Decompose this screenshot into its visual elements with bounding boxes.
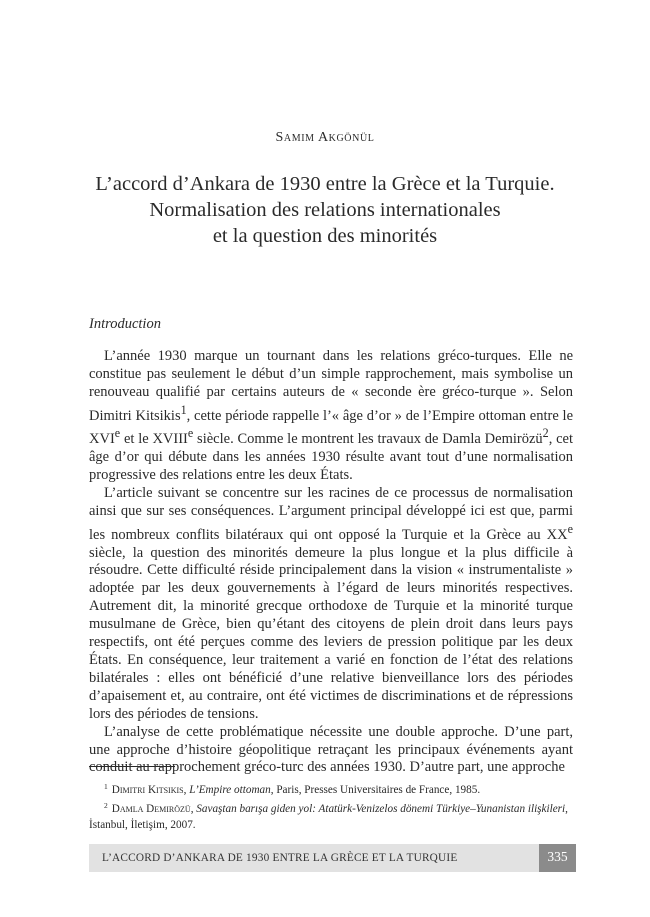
- author-name: Samim Akgönül: [275, 130, 375, 145]
- footnotes: [89, 779, 573, 833]
- superscript: e: [114, 426, 121, 441]
- footnote-number: 2: [104, 801, 108, 810]
- footnote-title: Savaştan barışa giden yol: Atatürk-Venizelos dönemi Türkiye–Yunanistan ilişkileri: [196, 803, 566, 815]
- title-line: et la question des minorités: [212, 225, 438, 247]
- text-run: , cet âge d’or qui débute dans les années 1930 résulte avant tout d’une normalisation progressive des relations entre les deux États.: [89, 431, 574, 484]
- section-heading: Introduction: [89, 316, 161, 332]
- footnote: [89, 798, 573, 833]
- text-run: L’année 1930 marque un tournant dans les relations gréco-turques. Elle ne constitue pas seulement le début d’un simple rapprochement, mais symbolise un renouveau qualifié par certains auteurs de « seconde ère gréco-turque ». Selon Dimitri Kitsikis: [89, 348, 573, 424]
- text-run: L’article suivant se concentre sur les racines de ce processus de normalisation ainsi que sur ses conséquences. L’argument principal développé ici est que, parmi les nombreux conflits bilatéraux qui ont opposé la Turquie et la Grèce au XX: [89, 485, 573, 543]
- text-run: siècle. Comme le montrent les travaux de Damla Demirözü: [193, 431, 543, 448]
- footnote-details: , Paris, Presses Universitaires de France, 1985.: [270, 784, 481, 796]
- superscript: e: [187, 426, 194, 441]
- footnote-details: , İstanbul, İletişim, 2007.: [89, 803, 568, 831]
- text-run: , cette période rappelle l’« âge d’or » de l’Empire ottoman entre le XVI: [89, 407, 574, 448]
- footnote-ref: 2: [542, 426, 549, 441]
- article-title: [60, 171, 590, 249]
- footnote-number: 1: [104, 782, 108, 791]
- footnote-separator: ,: [183, 784, 190, 796]
- running-title: L’ACCORD D’ANKARA DE 1930 ENTRE LA GRÈCE ET LA TURQUIE: [102, 852, 458, 864]
- footnote-title: L’Empire ottoman: [189, 784, 271, 796]
- paragraph: L’analyse de cette problématique nécessite une double approche. D’une part, une approche d’histoire géopolitique retraçant les principaux événements ayant conduit au rapprochement gréco-turc des années 1930. D’autre part, une approche: [89, 723, 573, 776]
- body-text: [89, 348, 573, 777]
- footnote-divider: [89, 766, 175, 767]
- superscript: e: [567, 521, 573, 536]
- paragraph: [89, 348, 573, 485]
- footnote: [89, 779, 573, 798]
- footnote-author: Damla Demirözü: [111, 803, 191, 815]
- footnote-separator: ,: [190, 803, 197, 815]
- page-number: 335: [547, 849, 568, 864]
- title-line: Normalisation des relations internationales: [149, 199, 501, 221]
- footnote-ref: 1: [180, 402, 187, 417]
- text-run: siècle, la question des minorités demeure la plus longue et la plus difficile à résoudre. Cette difficulté réside principalement dans la vision « instrumentaliste » adoptée par les deux gouvernements à l’égard de leurs minorités respectives. Autrement dit, la minorité grecque orthodoxe de Turquie et la minorité turque musulmane de Grèce, bien qu’étant des citoyens de plein droit dans leurs pays respectifs, ont été perçues comme des leviers de pression politique par les deux États. En conséquence, leur traitement a varié en fonction de l’état des relations bilatérales : elles ont bénéficié d’une relative bienveillance lors des périodes d’apaisement et, au contraire, ont été victimes de discriminations et de répressions lors des périodes de tensions.: [89, 544, 573, 722]
- paragraph: [89, 485, 573, 724]
- title-line: L’accord d’Ankara de 1930 entre la Grèce et la Turquie.: [95, 173, 555, 195]
- text-run: et le XVIII: [120, 431, 188, 448]
- footnote-author: Dimitri Kitsikis: [111, 784, 184, 796]
